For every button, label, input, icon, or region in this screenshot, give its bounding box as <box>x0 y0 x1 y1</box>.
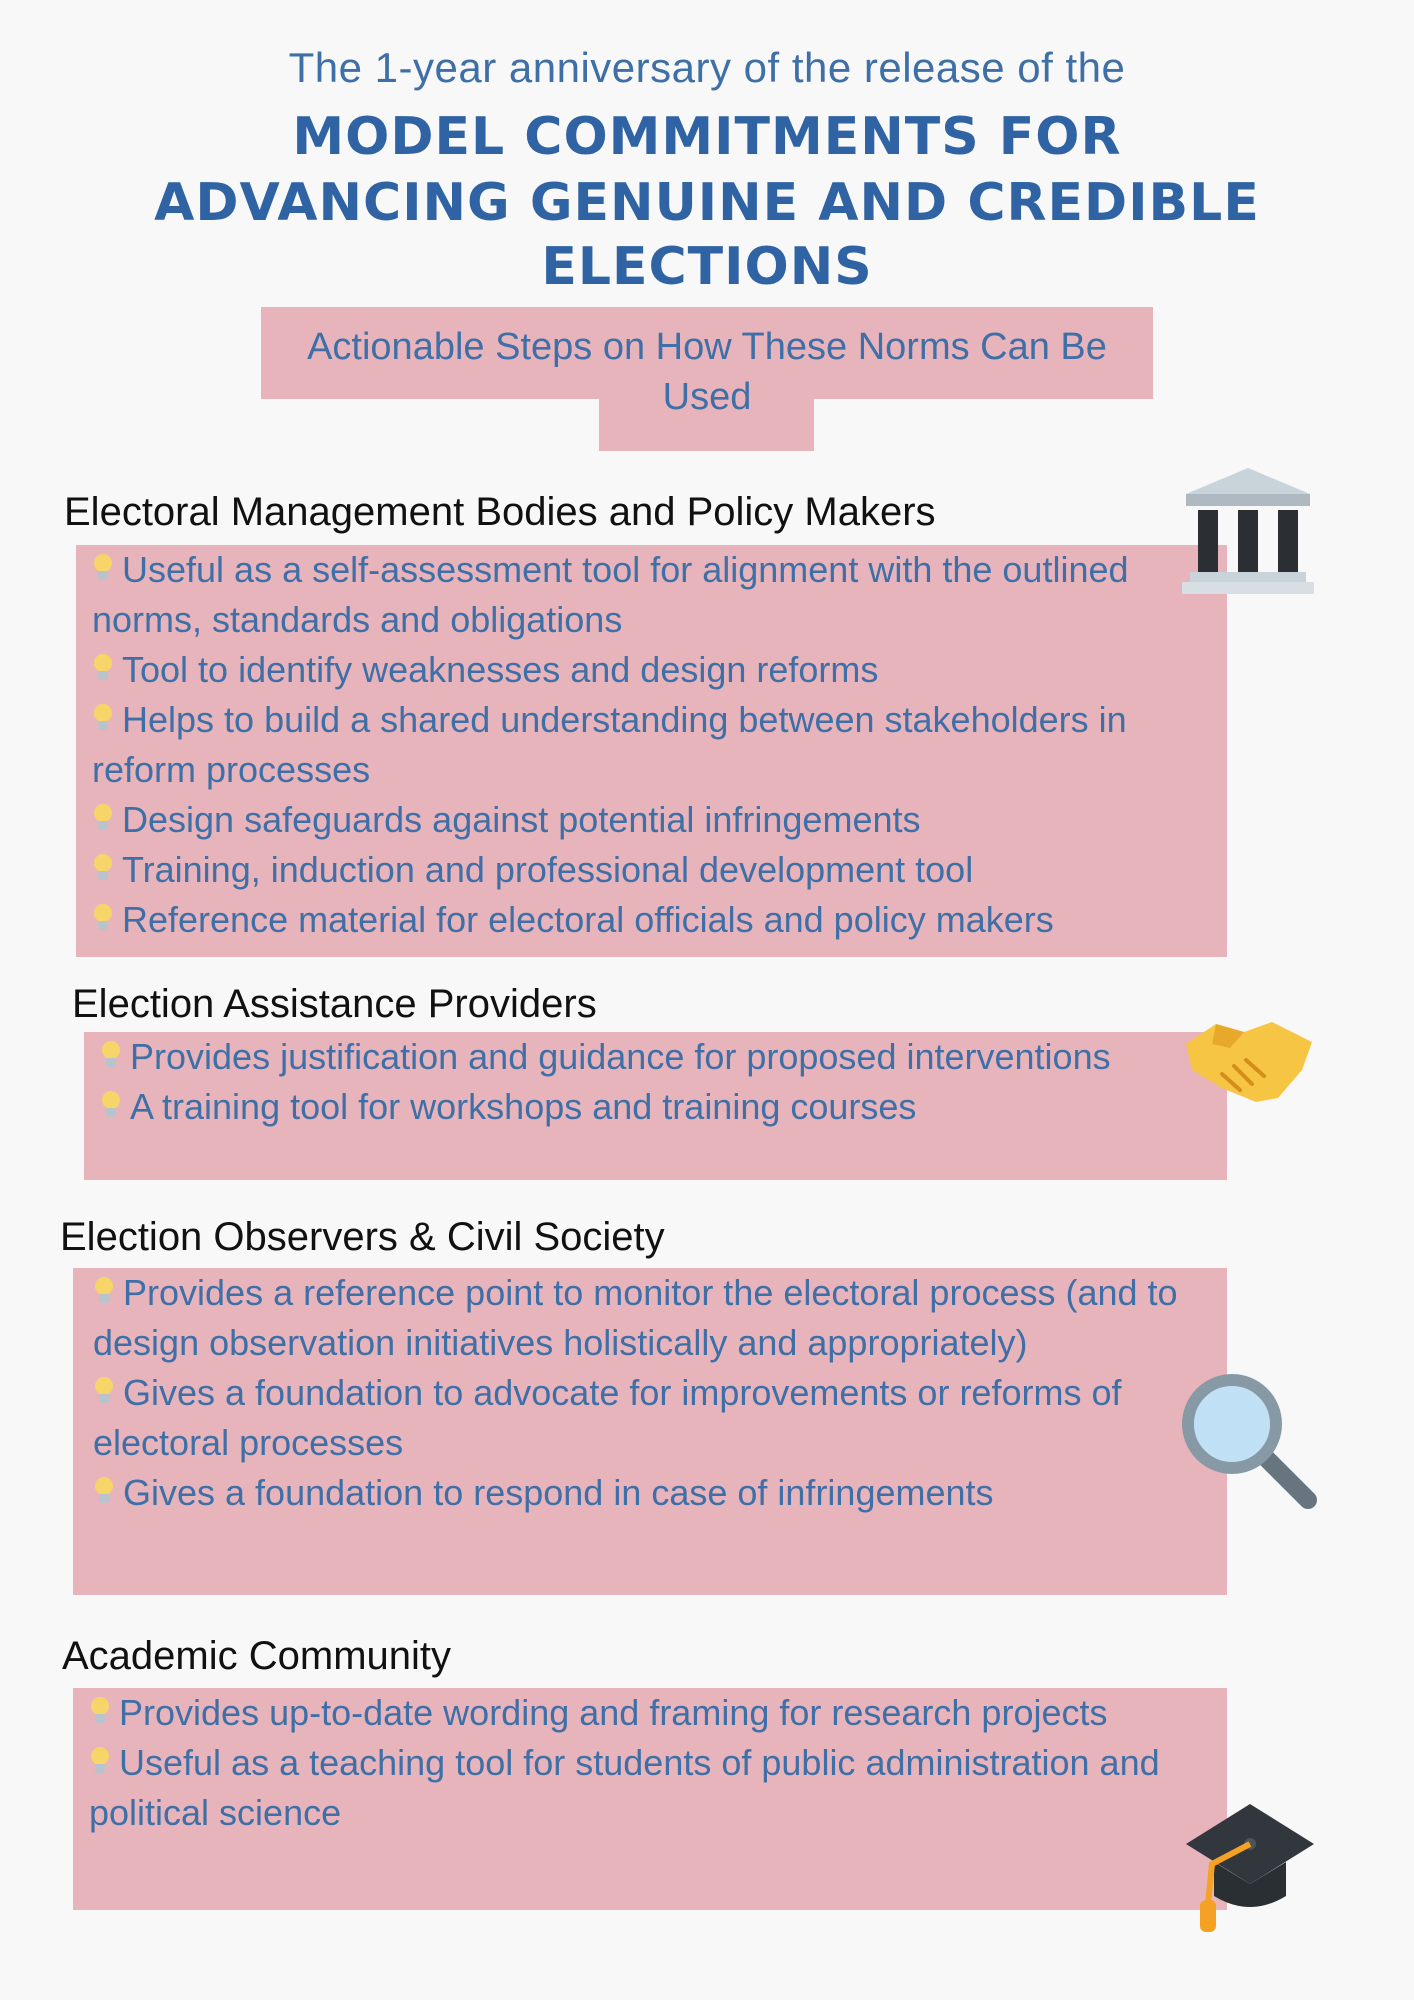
steps-banner-text: Actionable Steps on How These Norms Can Be Used <box>307 326 1107 418</box>
list-item: Provides justification and guidance for proposed interventions <box>100 1032 1227 1082</box>
lightbulb-icon <box>93 1375 115 1409</box>
section-box-academic-community <box>73 1688 1227 1910</box>
bank-building-icon <box>1180 466 1316 598</box>
lightbulb-icon <box>93 1475 115 1509</box>
list-item: Tool to identify weaknesses and design reforms <box>92 645 1227 695</box>
lightbulb-icon <box>89 1745 111 1779</box>
section-items-election-observers <box>73 1268 1227 1518</box>
header-title-line-1: MODEL COMMITMENTS FOR <box>292 107 1122 167</box>
section-box-election-assistance <box>84 1032 1227 1180</box>
magnifying-glass-icon <box>1180 1372 1318 1510</box>
lightbulb-icon <box>93 1275 115 1309</box>
section-items-electoral-management <box>76 545 1227 945</box>
lightbulb-icon <box>92 802 114 836</box>
list-item: Useful as a self-assessment tool for alignment with the outlined norms, standards and obligations <box>92 549 1129 640</box>
lightbulb-icon <box>92 552 114 586</box>
lightbulb-icon <box>92 652 114 686</box>
list-item: Useful as a teaching tool for students of public administration and political science <box>89 1742 1160 1833</box>
handshake-icon <box>1182 1014 1316 1106</box>
list-item: Provides up-to-date wording and framing for research projects <box>89 1688 1227 1738</box>
list-item: Training, induction and professional development tool <box>92 845 1227 895</box>
section-heading-electoral-management: Electoral Management Bodies and Policy Makers <box>64 490 936 534</box>
header-subtitle: The 1-year anniversary of the release of the <box>288 44 1126 91</box>
list-item: Reference material for electoral officials and policy makers <box>92 895 1227 945</box>
lightbulb-icon <box>92 902 114 936</box>
header-title-line-2: ADVANCING GENUINE AND CREDIBLE <box>154 173 1260 233</box>
list-item: Provides a reference point to monitor the electoral process (and to design observation initiatives holistically and appropriately) <box>93 1272 1178 1363</box>
header-title-line-3: ELECTIONS <box>541 237 873 297</box>
section-items-academic-community <box>73 1688 1227 1838</box>
list-item: Helps to build a shared understanding between stakeholders in reform processes <box>92 699 1127 790</box>
section-items-election-assistance <box>84 1032 1227 1132</box>
lightbulb-icon <box>92 702 114 736</box>
list-item: A training tool for workshops and training courses <box>100 1082 1227 1132</box>
lightbulb-icon <box>100 1039 122 1073</box>
section-heading-election-assistance: Election Assistance Providers <box>72 982 597 1026</box>
lightbulb-icon <box>92 852 114 886</box>
section-box-electoral-management <box>76 545 1227 957</box>
list-item: Design safeguards against potential infringements <box>92 795 1227 845</box>
section-heading-election-observers: Election Observers & Civil Society <box>60 1215 665 1259</box>
graduation-cap-icon <box>1182 1800 1318 1940</box>
section-box-election-observers <box>73 1268 1227 1595</box>
list-item: Gives a foundation to respond in case of infringements <box>93 1468 1227 1518</box>
lightbulb-icon <box>89 1695 111 1729</box>
lightbulb-icon <box>100 1089 122 1123</box>
section-heading-academic-community: Academic Community <box>62 1634 452 1678</box>
list-item: Gives a foundation to advocate for improvements or reforms of electoral processes <box>93 1372 1122 1463</box>
